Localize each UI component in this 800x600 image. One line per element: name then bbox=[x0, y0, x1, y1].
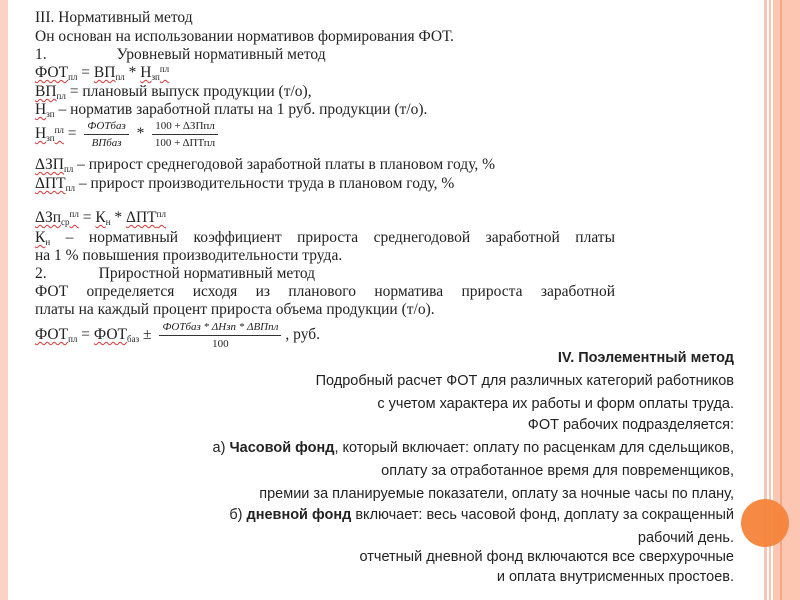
def-kn: $К_н$ – нормативный коэффициент прироста среднегодовой заработной платы bbox=[35, 229, 615, 247]
formula-fot: $ФОТ_{пл} = ВП_{пл} * Н_{зп}^{пл}$ bbox=[35, 64, 170, 82]
reported-fund-line1: отчетный дневной фонд включаются все сверхурочные bbox=[359, 549, 734, 565]
section3-title: III. Нормативный метод bbox=[35, 9, 193, 26]
formula-fot-increment: $ФОТ_{пл} = ФОТ_{баз}$ ± $\frac{\text{ФОТбаз * ΔНзп * ΔВПпл}}{100}$ , руб. bbox=[35, 321, 321, 350]
hourly-fund-line: а) Часовой фонд, который включает: оплату по расценкам для сдельщиков, bbox=[212, 440, 734, 456]
def-n: $Н_{зп}$ – норматив заработной платы на 1 руб. продукции (т/о). bbox=[35, 101, 428, 119]
section3-intro: Он основан на использовании нормативов формирования ФОТ. bbox=[35, 28, 454, 45]
formula-dzp: $\Delta Зп_{ср}^{пл} = К_н * \Delta ПТ^{пл}$ bbox=[35, 209, 166, 227]
method1-heading bbox=[35, 46, 326, 63]
section4-line: с учетом характера их работы и форм оплаты труда. bbox=[377, 396, 734, 412]
left-border-stripe bbox=[0, 0, 8, 600]
daily-fund-line: б) дневной фонд включает: весь часовой фонд, доплату за сокращенный bbox=[229, 507, 734, 523]
formula-n: $Н_{зп}^{пл}$ = $\frac{\text{ФОТбаз}}{\text{ВПбаз}}$ * $\frac{\text{100 + ΔЗПпл}}{\text{100 + ΔПТпл}}$ bbox=[35, 120, 222, 149]
hourly-fund-line3: премии за планируемые показатели, оплату за ночные часы по плану, bbox=[259, 486, 734, 502]
section4-line: Подробный расчет ФОТ для различных категорий работников bbox=[315, 373, 734, 389]
method2-paragraph-line1: ФОТ определяется исходя из планового норматива прироста заработной bbox=[35, 283, 615, 300]
reported-fund-line2: и оплата внутрисменных простоев. bbox=[496, 569, 734, 585]
section4-line: ФОТ рабочих подразделяется: bbox=[527, 417, 734, 433]
method1-num: 1. bbox=[35, 46, 47, 63]
def-dzp: $\Delta ЗП_{пл}$ – прирост среднегодовой заработной платы в плановом году, % bbox=[35, 156, 496, 174]
method2-paragraph-line2: платы на каждый процент прироста объема продукции (т/о). bbox=[35, 301, 435, 318]
def-dpt: $\Delta ПТ_{пл}$ – прирост производительности труда в плановом году, % bbox=[35, 175, 455, 193]
def-vp: $ВП_{пл}$ = плановый выпуск продукции (т/о), bbox=[35, 83, 312, 101]
orange-circle-decoration bbox=[741, 499, 789, 547]
section4-title: IV. Поэлементный метод bbox=[557, 350, 734, 366]
fraction-3: $\frac{\text{ФОТбаз * ΔНзп * ΔВПпл}}{100}$ bbox=[159, 321, 281, 350]
def-kn-line2: на 1 % повышения производительности труда. bbox=[35, 247, 343, 264]
method2-heading: 2. Приростной нормативный метод bbox=[35, 265, 316, 282]
daily-fund-line2: рабочий день. bbox=[637, 530, 734, 546]
fraction-1: $\frac{\text{ФОТбаз}}{\text{ВПбаз}}$ bbox=[84, 120, 128, 149]
hourly-fund-line2: оплату за отработанное время для повременщиков, bbox=[381, 463, 734, 479]
fraction-2: $\frac{\text{100 + ΔЗПпл}}{\text{100 + ΔПТпл}}$ bbox=[152, 120, 218, 149]
method1-name: Уровневый нормативный метод bbox=[116, 46, 326, 63]
